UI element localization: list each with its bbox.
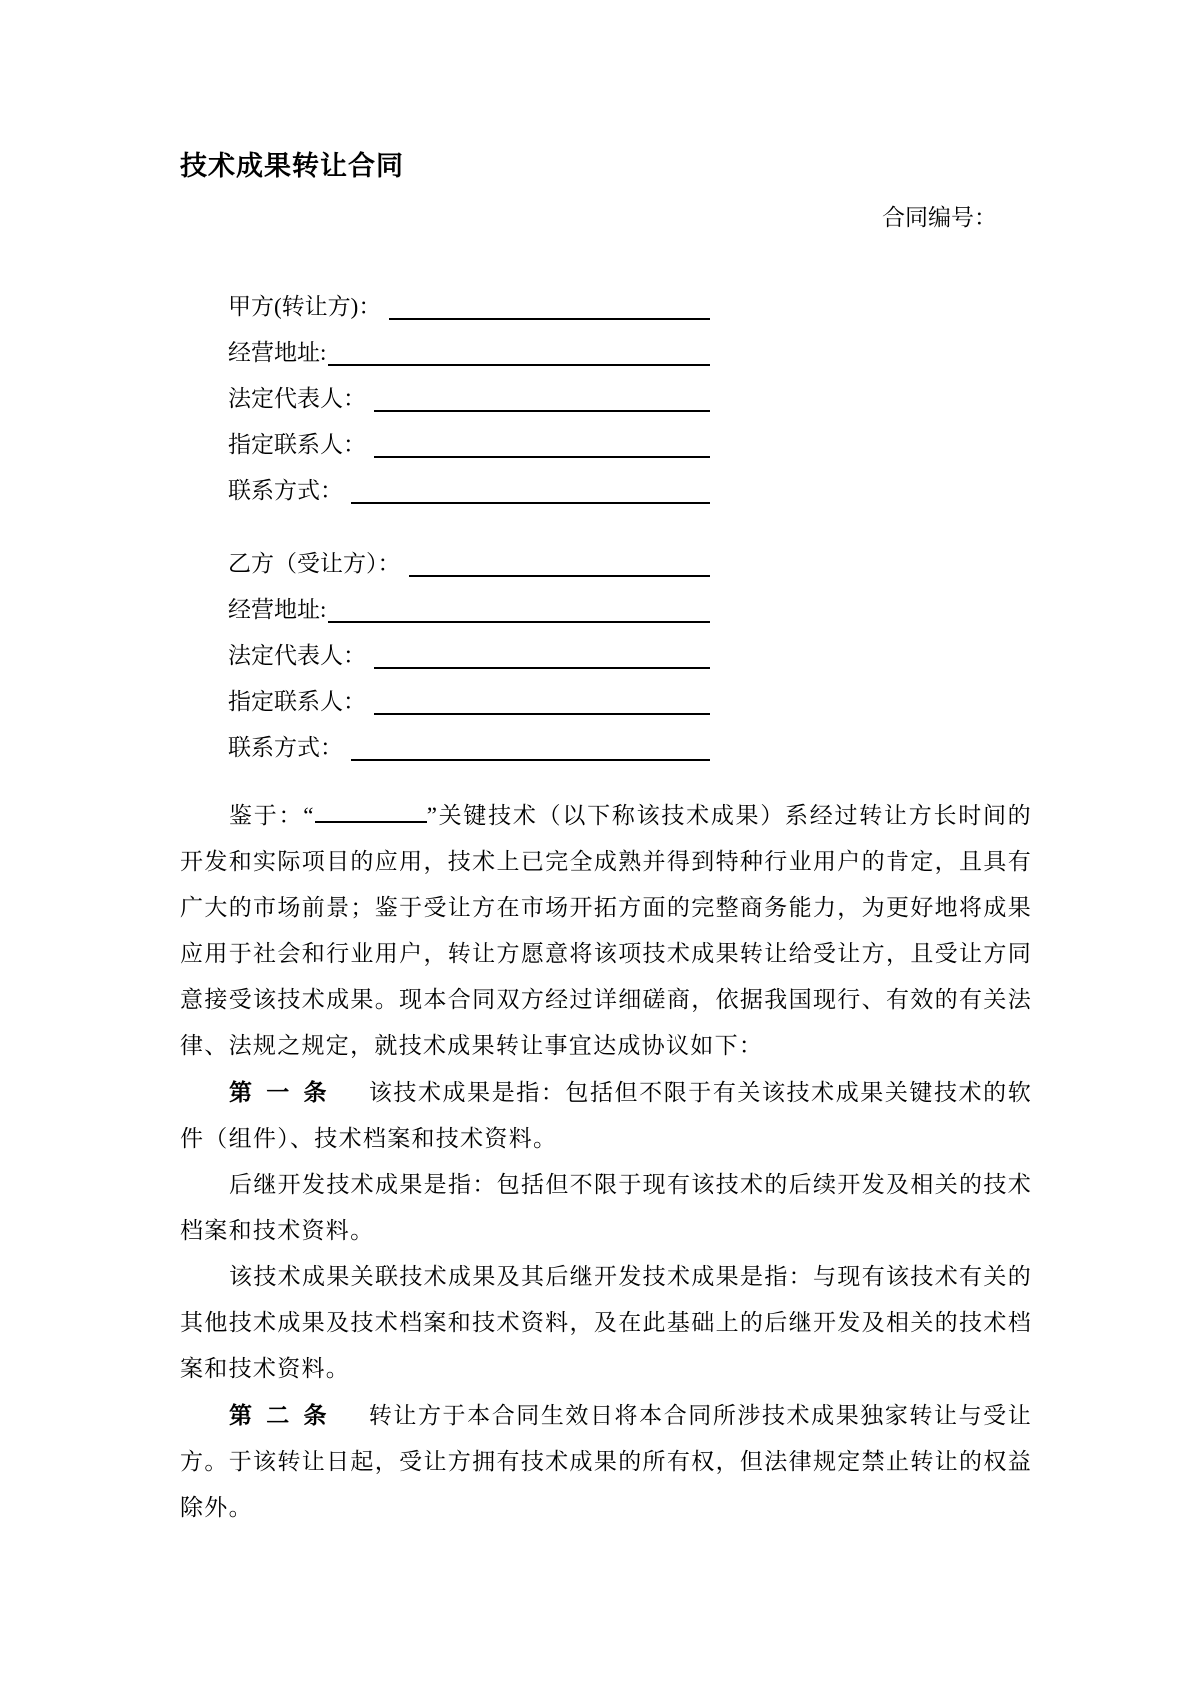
- recital-before-blank: 鉴于：“: [229, 803, 315, 828]
- party-a-legal-rep-label: 法定代表人：: [228, 386, 366, 411]
- party-b-liaison-row: [180, 687, 710, 733]
- party-b-contact-row: [180, 733, 710, 779]
- clause-1-text: 该技术成果是指：包括但不限于有关该技术成果关键技术的软件（组件）、技术档案和技术资料。: [180, 1080, 1033, 1151]
- party-a-contact-blank-line: [351, 476, 710, 504]
- party-b-legal-rep-label: 法定代表人：: [228, 643, 366, 668]
- party-b-name-row: [180, 549, 710, 595]
- contract-number-line: [180, 204, 1032, 232]
- clause-2-paragraph: [180, 1392, 1032, 1531]
- party-a-address-label: 经营地址:: [228, 340, 327, 365]
- party-a-liaison-blank-line: [374, 430, 710, 458]
- party-b-liaison-label: 指定联系人：: [228, 689, 366, 714]
- clause-2-text: 转让方于本合同生效日将本合同所涉技术成果独家转让与受让方。于该转让日起，受让方拥有技术成果的所有权，但法律规定禁止转让的权益除外。: [180, 1403, 1033, 1520]
- party-b-liaison-blank-line: [374, 687, 710, 715]
- party-a-contact-label: 联系方式：: [228, 478, 343, 503]
- party-b-contact-blank-line: [351, 733, 710, 761]
- party-a-name-blank-line: [389, 292, 710, 320]
- party-b-legal-rep-blank-line: [374, 641, 710, 669]
- party-a-address-blank-line: [328, 338, 710, 366]
- party-a-block: [180, 292, 1032, 522]
- party-a-liaison-row: [180, 430, 710, 476]
- contract-body: [180, 793, 1032, 1531]
- clause-1-subparagraph-1: 后继开发技术成果是指：包括但不限于现有该技术的后续开发及相关的技术档案和技术资料。: [180, 1172, 1032, 1243]
- party-b-address-row: [180, 595, 710, 641]
- party-a-legal-rep-row: [180, 384, 710, 430]
- party-a-address-row: [180, 338, 710, 384]
- party-b-block: [180, 549, 1032, 779]
- party-a-name-label: 甲方(转让方)：: [228, 294, 382, 319]
- clause-1-subparagraph-2: 该技术成果关联技术成果及其后继开发技术成果是指：与现有该技术有关的其他技术成果及技术档案和技术资料，及在此基础上的后继开发及相关的技术档案和技术资料。: [180, 1264, 1032, 1381]
- party-b-legal-rep-row: [180, 641, 710, 687]
- party-a-name-row: [180, 292, 710, 338]
- recital-after-blank: ”关键技术（以下称该技术成果）系经过转让方长时间的开发和实际项目的应用，技术上已完全成熟并得到特种行业用户的肯定，且具有广大的市场前景；鉴于受让方在市场开拓方面的完整商务能力，为更好地将成果应用于社会和行业用户，转让方愿意将该项技术成果转让给受让方，且受让方同意接受该技术成果。现本合同双方经过详细磋商，依据我国现行、有效的有关法律、法规之规定，就技术成果转让事宜达成协议如下：: [180, 803, 1032, 1058]
- clause-1-number: 第一条: [229, 1079, 341, 1105]
- party-a-liaison-label: 指定联系人：: [228, 432, 366, 457]
- party-b-address-label: 经营地址:: [228, 597, 327, 622]
- clause-1-paragraph: [180, 1069, 1032, 1162]
- document-title: 技术成果转让合同: [180, 151, 404, 181]
- party-b-address-blank-line: [328, 595, 710, 623]
- party-b-contact-label: 联系方式：: [228, 735, 343, 760]
- party-a-legal-rep-blank-line: [374, 384, 710, 412]
- clause-2-number: 第二条: [229, 1402, 341, 1428]
- recital-paragraph: [180, 793, 1032, 1069]
- party-b-name-label: 乙方（受让方）：: [228, 551, 401, 576]
- technology-name-blank-line: [315, 817, 427, 823]
- party-b-name-blank-line: [409, 549, 711, 577]
- contract-number-label: 合同编号：: [882, 205, 997, 230]
- party-a-contact-row: [180, 476, 710, 522]
